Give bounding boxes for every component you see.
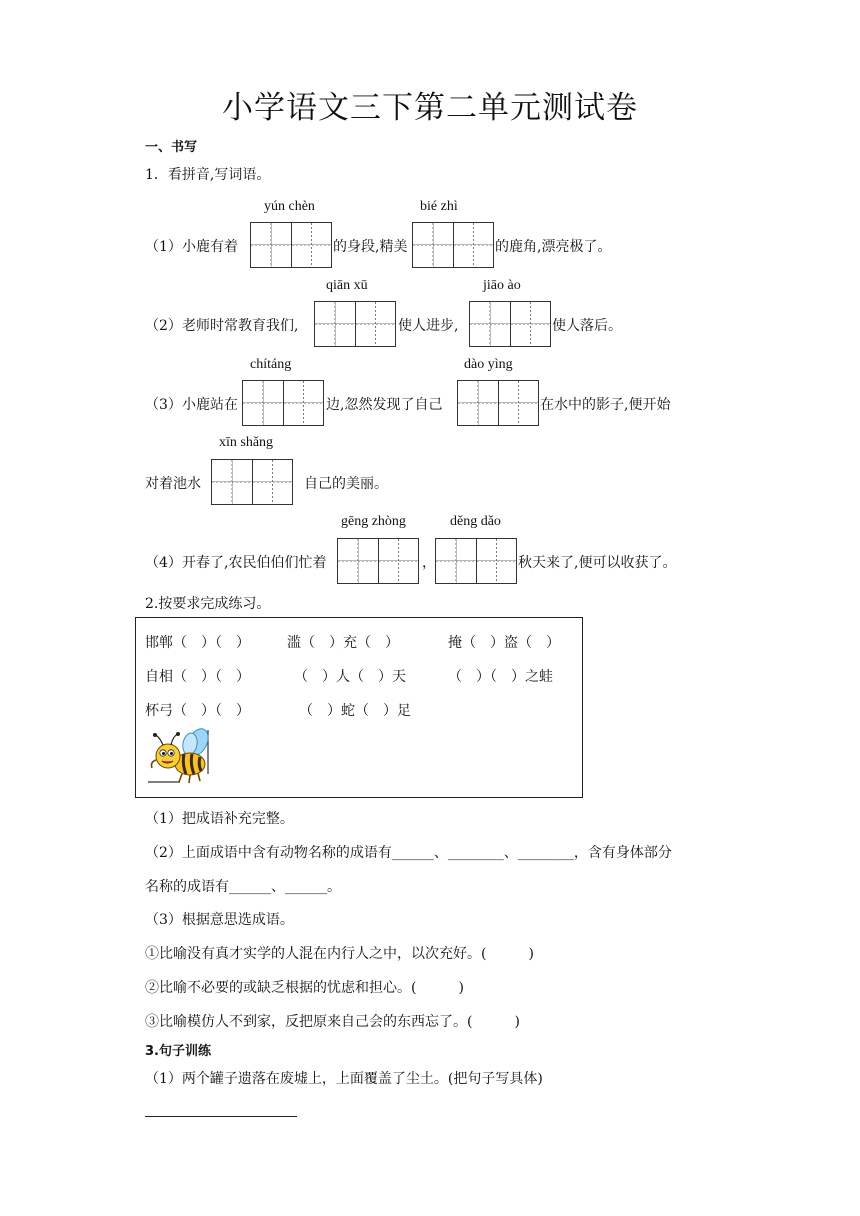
writing-grid[interactable] xyxy=(242,380,324,426)
idiom-item: （ ）（ ）之蛙 xyxy=(448,669,553,685)
choice-item: ③比喻模仿人不到家，反把原来自己会的东西忘了。( ) xyxy=(145,1014,520,1030)
sentence-text: 秋天来了,便可以收获了。 xyxy=(518,555,677,571)
pinyin-label: bié zhì xyxy=(420,199,458,214)
pinyin-label: jiāo ào xyxy=(483,278,521,293)
writing-grid[interactable] xyxy=(435,538,517,584)
sentence-number: （4） xyxy=(145,555,182,571)
writing-grid[interactable] xyxy=(457,380,539,426)
sentence-text: 小鹿站在 xyxy=(182,397,238,413)
pinyin-label: gēng zhòng xyxy=(341,514,406,529)
idiom-box xyxy=(135,617,583,798)
section-heading-writing: 一、书写 xyxy=(145,140,198,155)
idiom-item: （ ）人（ ）天 xyxy=(294,669,406,685)
answer-line[interactable] xyxy=(145,1116,297,1117)
pinyin-label: chítáng xyxy=(250,357,292,372)
subquestion: （2）上面成语中含有动物名称的成语有______、________、________，含有身体部分 xyxy=(145,845,672,861)
subquestion-continued: 名称的成语有______、______。 xyxy=(145,879,341,895)
writing-grid[interactable] xyxy=(469,301,551,347)
idiom-item: 掩（ ）盗（ ） xyxy=(448,635,560,651)
sentence-text: 小鹿有着 xyxy=(182,239,238,255)
idiom-item: 杯弓（ ）（ ） xyxy=(145,703,250,719)
idiom-item: （ ）蛇（ ）足 xyxy=(299,703,411,719)
sentence-text: 在水中的影子,便开始 xyxy=(540,397,671,413)
pinyin-label: qiān xū xyxy=(326,278,368,293)
writing-grid[interactable] xyxy=(314,301,396,347)
question-2-stem: 2.按要求完成练习。 xyxy=(145,596,271,612)
sentence-text: 自己的美丽。 xyxy=(304,476,388,492)
pinyin-label: yún chèn xyxy=(264,199,315,214)
writing-grid[interactable] xyxy=(337,538,419,584)
bee-illustration xyxy=(146,726,220,788)
sentence-number: （3） xyxy=(145,397,182,413)
sentence-text: 边,忽然发现了自己 xyxy=(326,397,443,413)
pinyin-label: dào yìng xyxy=(464,357,513,372)
sentence-text: 使人落后。 xyxy=(552,318,622,334)
question-3-heading: 3.句子训练 xyxy=(145,1044,211,1059)
subquestion: （1）两个罐子遗落在废墟上，上面覆盖了尘土。(把句子写具体) xyxy=(145,1071,543,1087)
subquestion: （1）把成语补充完整。 xyxy=(145,811,294,827)
sentence-text: 使人进步, xyxy=(398,318,459,334)
writing-grid[interactable] xyxy=(250,222,332,268)
sentence-text: 对着池水 xyxy=(145,476,201,492)
sentence-text: ， xyxy=(422,555,436,571)
choice-item: ②比喻不必要的或缺乏根据的忧虑和担心。( ) xyxy=(145,980,464,996)
writing-grid[interactable] xyxy=(412,222,494,268)
choice-item: ①比喻没有真才实学的人混在内行人之中，以次充好。( ) xyxy=(145,946,534,962)
idiom-item: 自相（ ）（ ） xyxy=(145,669,250,685)
idiom-item: 邯郸（ ）（ ） xyxy=(145,635,250,651)
subquestion: （3）根据意思选成语。 xyxy=(145,912,294,928)
pinyin-label: xīn shǎng xyxy=(219,435,274,450)
sentence-text: 开春了,农民伯伯们忙着 xyxy=(182,555,327,571)
page-title: 小学语文三下第二单元测试卷 xyxy=(222,90,638,126)
pinyin-label: děng dǎo xyxy=(450,514,501,529)
sentence-number: （1） xyxy=(145,239,182,255)
sentence-text: 的身段,精美 xyxy=(333,239,408,255)
question-1-stem: 1．看拼音,写词语。 xyxy=(145,167,271,183)
sentence-number: （2） xyxy=(145,318,182,334)
idiom-item: 滥（ ）充（ ） xyxy=(287,635,399,651)
sentence-text: 老师时常教育我们, xyxy=(182,318,299,334)
writing-grid[interactable] xyxy=(211,459,293,505)
sentence-text: 的鹿角,漂亮极了。 xyxy=(495,239,612,255)
